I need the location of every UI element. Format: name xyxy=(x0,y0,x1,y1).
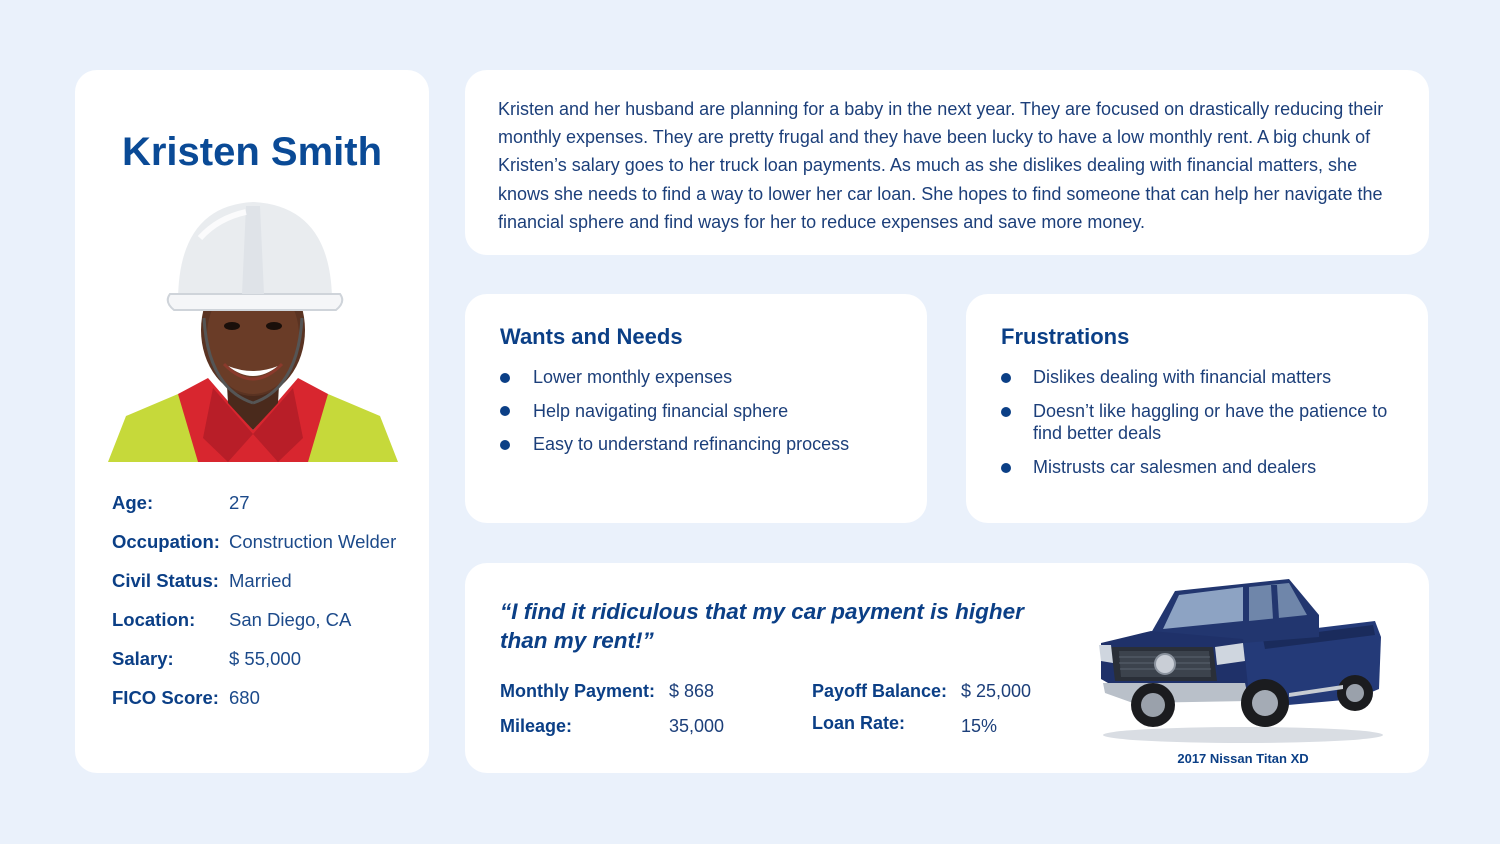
fact-value: 27 xyxy=(229,492,250,513)
quote-card xyxy=(465,563,1429,773)
stat-value: 15% xyxy=(961,716,998,736)
fact-value: 680 xyxy=(229,687,260,708)
fact-label: Age: xyxy=(112,492,154,513)
fact-value: San Diego, CA xyxy=(229,609,352,630)
bio-card xyxy=(465,70,1429,255)
wants-needs-list xyxy=(500,366,910,467)
persona-name: Kristen Smith xyxy=(121,130,383,174)
list-item-text: Lower monthly expenses xyxy=(533,367,733,387)
fact-salary xyxy=(112,648,412,687)
stat-value: $ 25,000 xyxy=(961,681,1032,701)
wants-needs-title: Wants and Needs xyxy=(500,324,683,349)
frustrations-card xyxy=(966,294,1428,523)
list-item-text: Dislikes dealing with financial matters xyxy=(1033,367,1332,387)
list-item-text: Mistrusts car salesmen and dealers xyxy=(1033,456,1317,477)
fact-label: Occupation: xyxy=(112,531,220,552)
stat-label: Loan Rate: xyxy=(812,713,906,733)
truck-image xyxy=(1093,577,1393,747)
bullet-icon xyxy=(1001,373,1011,383)
fact-civil-status xyxy=(112,570,412,609)
persona-quote: “I find it ridiculous that my car payment is higher than my rent!” xyxy=(500,599,1024,653)
fact-value: Married xyxy=(229,570,292,591)
fact-fico-score xyxy=(112,687,412,726)
list-item-text: Doesn’t like haggling or have the patience to find better deals xyxy=(1033,400,1388,443)
list-item-text: Help navigating financial sphere xyxy=(533,400,789,421)
list-item xyxy=(1001,366,1411,389)
list-item xyxy=(500,366,910,389)
fact-age xyxy=(112,492,412,531)
stat-label: Payoff Balance: xyxy=(812,681,948,701)
frustrations-list xyxy=(1001,366,1411,489)
bullet-icon xyxy=(500,373,510,383)
bullet-icon xyxy=(500,440,510,450)
bullet-icon xyxy=(500,406,510,416)
profile-card xyxy=(75,70,429,773)
stat-value: $ 868 xyxy=(669,681,715,701)
frustrations-title: Frustrations xyxy=(1001,324,1130,349)
fact-location xyxy=(112,609,412,648)
list-item xyxy=(1001,456,1411,479)
list-item xyxy=(500,400,910,423)
persona-facts xyxy=(112,492,412,726)
wants-needs-card xyxy=(465,294,927,523)
fact-label: Civil Status: xyxy=(112,570,219,591)
list-item xyxy=(500,433,910,456)
truck-caption: 2017 Nissan Titan XD xyxy=(1177,751,1309,766)
bullet-icon xyxy=(1001,463,1011,473)
stat-value: 35,000 xyxy=(669,716,725,736)
fact-label: Salary: xyxy=(112,648,174,669)
list-item xyxy=(1001,400,1411,445)
fact-value: $ 55,000 xyxy=(229,648,302,669)
bullet-icon xyxy=(1001,407,1011,417)
persona-photo xyxy=(108,198,398,462)
list-item-text: Easy to understand refinancing process xyxy=(533,434,850,454)
fact-label: Location: xyxy=(112,609,196,630)
stat-label: Monthly Payment: xyxy=(500,681,656,701)
fact-occupation xyxy=(112,531,412,570)
stat-label: Mileage: xyxy=(500,716,573,736)
fact-value: Construction Welder xyxy=(229,531,397,552)
bio-text: Kristen and her husband are planning for a baby in the next year. They are focused on drastically reducing their monthly expenses. They are pretty frugal and they have been lucky to have a low monthly rent. A big chunk of Kristen’s salary goes to her truck loan payments. As much as she dislikes dealing with financial matters, she knows she needs to find a way to lower her car loan. She hopes to find someone that can help her navigate the financial sphere and find ways for her to reduce expenses and save more money. xyxy=(498,99,1384,232)
fact-label: FICO Score: xyxy=(112,687,219,708)
